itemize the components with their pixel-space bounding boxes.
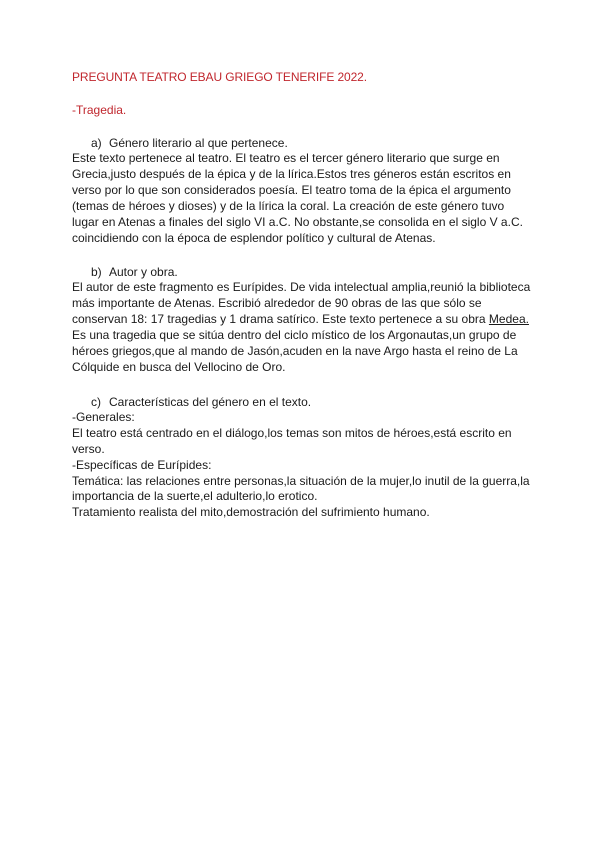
- especificas-label: -Específicas de Eurípides:: [72, 457, 212, 472]
- generales-label: -Generales:: [72, 409, 135, 424]
- section-heading-text: Características del género en el texto.: [109, 394, 312, 409]
- section-genero-literario: [72, 135, 532, 246]
- paragraph-text-after: Es una tragedia que se sitúa dentro del ciclo místico de los Argonautas,un grupo de héroes griegos,que al mando de Jasón,acuden en la nave Argo hasta el reino de La Cólquide en busca del Vellocino de Oro.: [72, 328, 518, 374]
- paragraph-text-before: El autor de este fragmento es Eurípides. De vida intelectual amplia,reunió la biblioteca más importante de Atenas. Escribió alrededor de 90 obras de las que sólo se conservan 18: 17 tragedias y 1 drama satírico. Este texto pertenece a su obra: [72, 280, 531, 327]
- section-heading-text: Género literario al que pertenece.: [109, 136, 288, 150]
- section-heading: [72, 264, 532, 280]
- section-heading-text: Autor y obra.: [109, 265, 178, 280]
- list-marker: c): [91, 394, 101, 409]
- tratamiento-text: Tratamiento realista del mito,demostración del sufrimiento humano.: [72, 505, 430, 520]
- document-page: [72, 69, 532, 521]
- section-heading: [72, 135, 532, 151]
- work-title: Medea.: [488, 312, 529, 327]
- section-caracteristicas: [72, 394, 532, 521]
- list-marker: a): [91, 136, 102, 150]
- tematica-text: Temática: las relaciones entre personas,la situación de la mujer,lo inutil de la guerra,la importancia de la suerte,el adulterio,lo erotico.: [72, 473, 530, 504]
- document-subtitle: -Tragedia.: [72, 103, 127, 117]
- section-paragraph: [72, 280, 532, 375]
- list-marker: b): [91, 265, 102, 280]
- section-autor-obra: [72, 264, 532, 375]
- document-title: PREGUNTA TEATRO EBAU GRIEGO TENERIFE 2022.: [72, 70, 367, 84]
- section-paragraph: Este texto pertenece al teatro. El teatro es el tercer género literario que surge en Grecia,justo después de la épica y de la lírica.Estos tres géneros están escritos en verso por lo que son considerados poesía. El teatro toma de la épica el argumento (temas de héroes y dioses) y de la lírica la coral. La creación de este género tuvo lugar en Atenas a finales del siglo VI a.C. No obstante,se consolida en el siglo V a.C. coincidiendo con la época de esplendor político y cultural de Atenas.: [72, 151, 523, 245]
- section-heading: [72, 394, 532, 410]
- generales-text: El teatro está centrado en el diálogo,los temas son mitos de héroes,está escrito en verso.: [72, 425, 512, 456]
